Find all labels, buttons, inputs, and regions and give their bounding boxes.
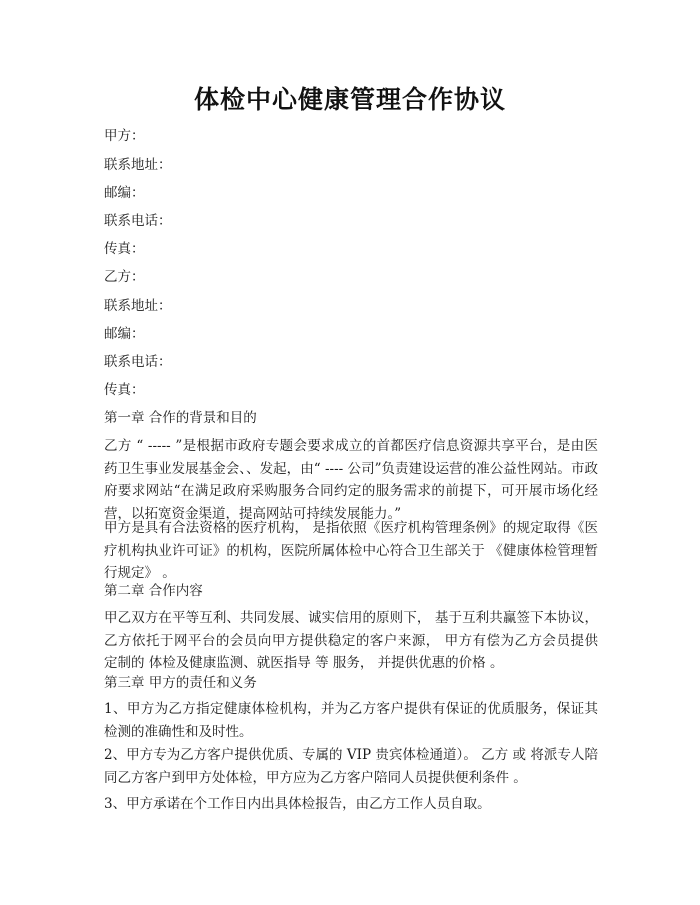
party-b-name-label: 乙方： <box>104 269 145 285</box>
party-a-postcode-label: 邮编： <box>104 185 145 201</box>
chapter2-paragraph-1: 甲乙双方在平等互利、共同发展、诚实信用的原则下， 基于互利共赢签下本协议，乙方依托于网平台的会员向甲方提供稳定的客户来源， 甲方有偿为乙方会员提供 定制的 体检及健康监测、就医指导 等 服务， 并提供优惠的价格 。 <box>104 610 598 671</box>
party-a-phone-label: 联系电话： <box>104 213 172 229</box>
party-b-fax-label: 传真： <box>104 382 145 398</box>
chapter2-heading: 第二章 合作内容 <box>104 583 203 599</box>
party-b-postcode-label: 邮编： <box>104 326 145 342</box>
chapter1-heading: 第一章 合作的背景和目的 <box>104 410 257 426</box>
party-b-phone-label: 联系电话： <box>104 354 172 370</box>
party-a-address-label: 联系地址： <box>104 157 172 173</box>
party-a-fax-label: 传真： <box>104 241 145 257</box>
chapter1-paragraph-2: 甲方是具有合法资格的医疗机构， 是指依照《医疗机构管理条例》的规定取得《医疗机构执业许可证》的机构，医院所属体检中心符合卫生部关于 《健康体检管理暂行规定》 。 <box>104 520 598 581</box>
chapter3-heading: 第三章 甲方的责任和义务 <box>104 675 257 691</box>
chapter3-item-1: 1、甲方为乙方指定健康体检机构，并为乙方客户提供有保证的优质服务，保证其检测的准确性和及时性。 <box>104 701 598 740</box>
document-title: 体检中心健康管理合作协议 <box>193 85 506 114</box>
chapter3-item-3: 3、甲方承诺在个工作日内出具体检报告，由乙方工作人员自取。 <box>104 796 491 812</box>
party-a-name-label: 甲方： <box>104 128 145 144</box>
party-b-address-label: 联系地址： <box>104 298 172 314</box>
chapter3-item-2: 2、甲方专为乙方客户提供优质、专属的 VIP 贵宾体检通道）。 乙方 或 将派专人陪同乙方客户到甲方处体检，甲方应为乙方客户陪同人员提供便利条件 。 <box>104 747 598 786</box>
chapter1-paragraph-1: 乙方 “ ----- ”是根据市政府专题会要求成立的首都医疗信息资源共享平台，是由医药卫生事业发展基金会、、发起，由“ ---- 公司”负责建设运营的准公益性网站。市政府要求网站“在满足政府采购服务合同约定的服务需求的前提下，可开展市场化经营，以拓宽资金渠道，提高网站可持续发展能力。” <box>104 438 598 522</box>
